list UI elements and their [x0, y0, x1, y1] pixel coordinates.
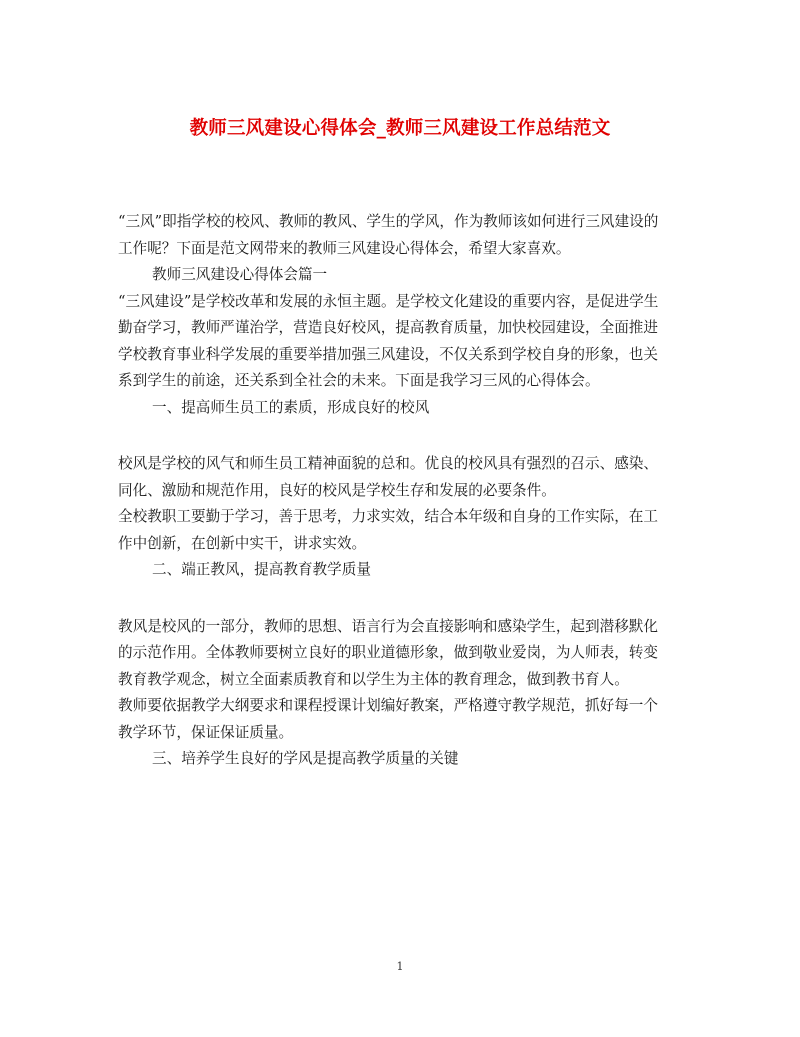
body-paragraph: 校风是学校的风气和师生员工精神面貌的总和。优良的校风具有强烈的召示、感染、同化、激励和规范作用，良好的校风是学校生存和发展的必要条件。	[118, 455, 658, 499]
body-paragraph: 教师要依据教学大纲要求和课程授课计划编好教案，严格遵守教学规范，抓好每一个教学环节，保证保证质量。	[118, 697, 658, 741]
section-heading-one: 一、提高师生员工的素质，形成良好的校风	[152, 398, 430, 416]
body-paragraph: 教风是校风的一部分，教师的思想、语言行为会直接影响和感染学生，起到潜移默化的示范作用。全体教师要树立良好的职业道德形象，做到敬业爱岗，为人师表，转变教育教学观念，树立全面素质教育和以学生为主体的教育理念，做到教书育人。	[118, 617, 658, 688]
page-title: 教师三风建设心得体会_教师三风建设工作总结范文	[189, 118, 611, 139]
section-heading-part-one: 教师三风建设心得体会篇一	[152, 266, 328, 283]
document-body	[118, 209, 668, 773]
section-heading-three: 三、培养学生良好的学风是提高教学质量的关键	[152, 750, 459, 767]
section-heading-two: 二、端正教风，提高教育教学质量	[152, 561, 371, 578]
intro-paragraph: “三风”即指学校的校风、教师的教风、学生的学风，作为教师该如何进行三风建设的工作呢？下面是范文网带来的教师三风建设心得体会，希望大家喜欢。	[118, 213, 659, 257]
body-paragraph: “三风建设”是学校改革和发展的永恒主题。是学校文化建设的重要内容，是促进学生勤奋学习，教师严谨治学，营造良好校风，提高教育质量，加快校园建设，全面推进学校教育事业科学发展的重要举措加强三风建设，不仅关系到学校自身的形象，也关系到学生的前途，还关系到全社会的未来。下面是我学习三风的心得体会。	[118, 292, 659, 389]
page-number: 1	[396, 960, 404, 973]
body-paragraph: 全校教职工要勤于学习，善于思考，力求实效，结合本年级和自身的工作实际，在工作中创新，在创新中实干，讲求实效。	[118, 508, 658, 552]
